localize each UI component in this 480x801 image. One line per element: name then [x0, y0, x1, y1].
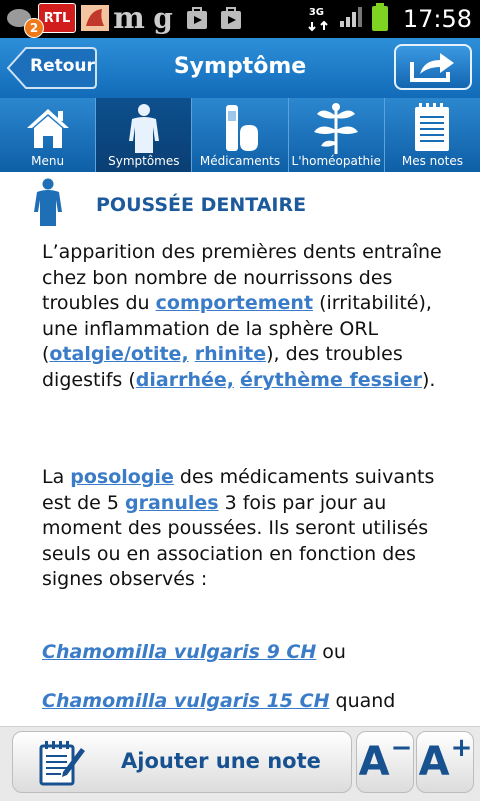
text-segment: des médicaments suivants est de 5: [42, 466, 435, 514]
plant-icon: [311, 102, 361, 154]
tab-label-medicaments: Médicaments: [199, 154, 281, 168]
text-segment: L’apparition des premières dents entraîne chez bon nombre de nourrissons des troubles du: [42, 241, 442, 315]
remedy-line-1: [42, 640, 452, 666]
add-note-label: Ajouter une note: [121, 749, 321, 773]
link-posologie[interactable]: posologie: [70, 466, 174, 488]
link-chamomilla-15ch[interactable]: Chamomilla vulgaris 15 CH: [42, 690, 330, 712]
link-chamomilla-9ch[interactable]: Chamomilla vulgaris 9 CH: [42, 641, 317, 663]
font-decrease-letter: A: [358, 739, 390, 785]
tab-label-homeopathie: L'homéopathie: [291, 154, 381, 168]
signal-icon: [339, 6, 363, 32]
text-segment: 3 fois par jour au moment des poussées. Ils seront utilisés seuls ou en association en fonction des signes observés :: [42, 491, 429, 591]
play-store-icon: [182, 3, 212, 33]
clock: 17:58: [402, 5, 472, 33]
plus-sign: +: [450, 733, 473, 763]
notes-icon: [412, 103, 452, 153]
font-increase-button[interactable]: [416, 731, 474, 793]
body-icon: [124, 103, 164, 153]
article-content[interactable]: [0, 172, 480, 726]
text-segment: (irritabilité), une inflammation de la sphère ORL (: [42, 292, 432, 366]
text-segment: ), des troubles digestifs (: [42, 343, 403, 391]
rtl-app-icon: RTL: [38, 3, 76, 33]
edit-note-icon: [37, 738, 87, 788]
text-segment: La: [42, 466, 71, 488]
medication-icon: [218, 103, 262, 153]
tab-label-mes-notes: Mes notes: [401, 154, 463, 168]
page-title: Symptôme: [173, 54, 307, 79]
link-comportement[interactable]: comportement: [155, 292, 314, 315]
title-bar: [0, 38, 480, 98]
tab-label-menu: Menu: [31, 154, 65, 168]
m-app-icon: m: [113, 0, 145, 36]
share-button[interactable]: [394, 44, 472, 90]
tab-mes-notes[interactable]: [385, 98, 480, 172]
link-diarrhee[interactable]: diarrhée,: [135, 368, 234, 391]
horse-icon: [80, 3, 110, 33]
tab-bar: [0, 98, 480, 172]
paragraph-posologie: [42, 465, 452, 593]
status-bar: [0, 0, 480, 38]
link-rhinite[interactable]: rhinite: [194, 343, 267, 366]
link-granules[interactable]: granules: [125, 491, 219, 514]
add-note-button[interactable]: [12, 731, 352, 793]
network-3g-icon: 3G: [307, 4, 331, 34]
tab-symptomes[interactable]: [96, 98, 192, 172]
back-label: Retour: [30, 56, 95, 76]
font-decrease-button[interactable]: [356, 731, 414, 793]
share-icon: [408, 50, 458, 84]
symptom-heading: POUSSÉE DENTAIRE: [96, 194, 307, 216]
tab-label-symptomes: Symptômes: [108, 154, 180, 168]
tab-medicaments[interactable]: [192, 98, 288, 172]
tab-homeopathie[interactable]: [289, 98, 385, 172]
link-otalgie-otite[interactable]: otalgie/otite,: [49, 343, 189, 366]
text-segment: ou: [316, 641, 346, 663]
bottom-toolbar: [0, 726, 480, 801]
symptom-body-icon: [30, 178, 66, 226]
text-segment: quand: [329, 690, 396, 712]
paragraph-intro: [42, 240, 452, 394]
home-icon: [25, 106, 71, 150]
notification-badge: 2: [24, 18, 44, 38]
tab-menu[interactable]: [0, 98, 96, 172]
minus-sign: −: [390, 733, 413, 763]
remedy-line-2: [42, 689, 452, 715]
text-segment: ).: [422, 368, 436, 391]
font-increase-letter: A: [418, 739, 450, 785]
g-app-icon: g: [153, 1, 173, 35]
play-store-icon-2: [216, 3, 246, 33]
notification-icon: [4, 3, 39, 35]
battery-icon: [371, 3, 389, 35]
link-erytheme-fessier[interactable]: érythème fessier: [240, 368, 422, 391]
